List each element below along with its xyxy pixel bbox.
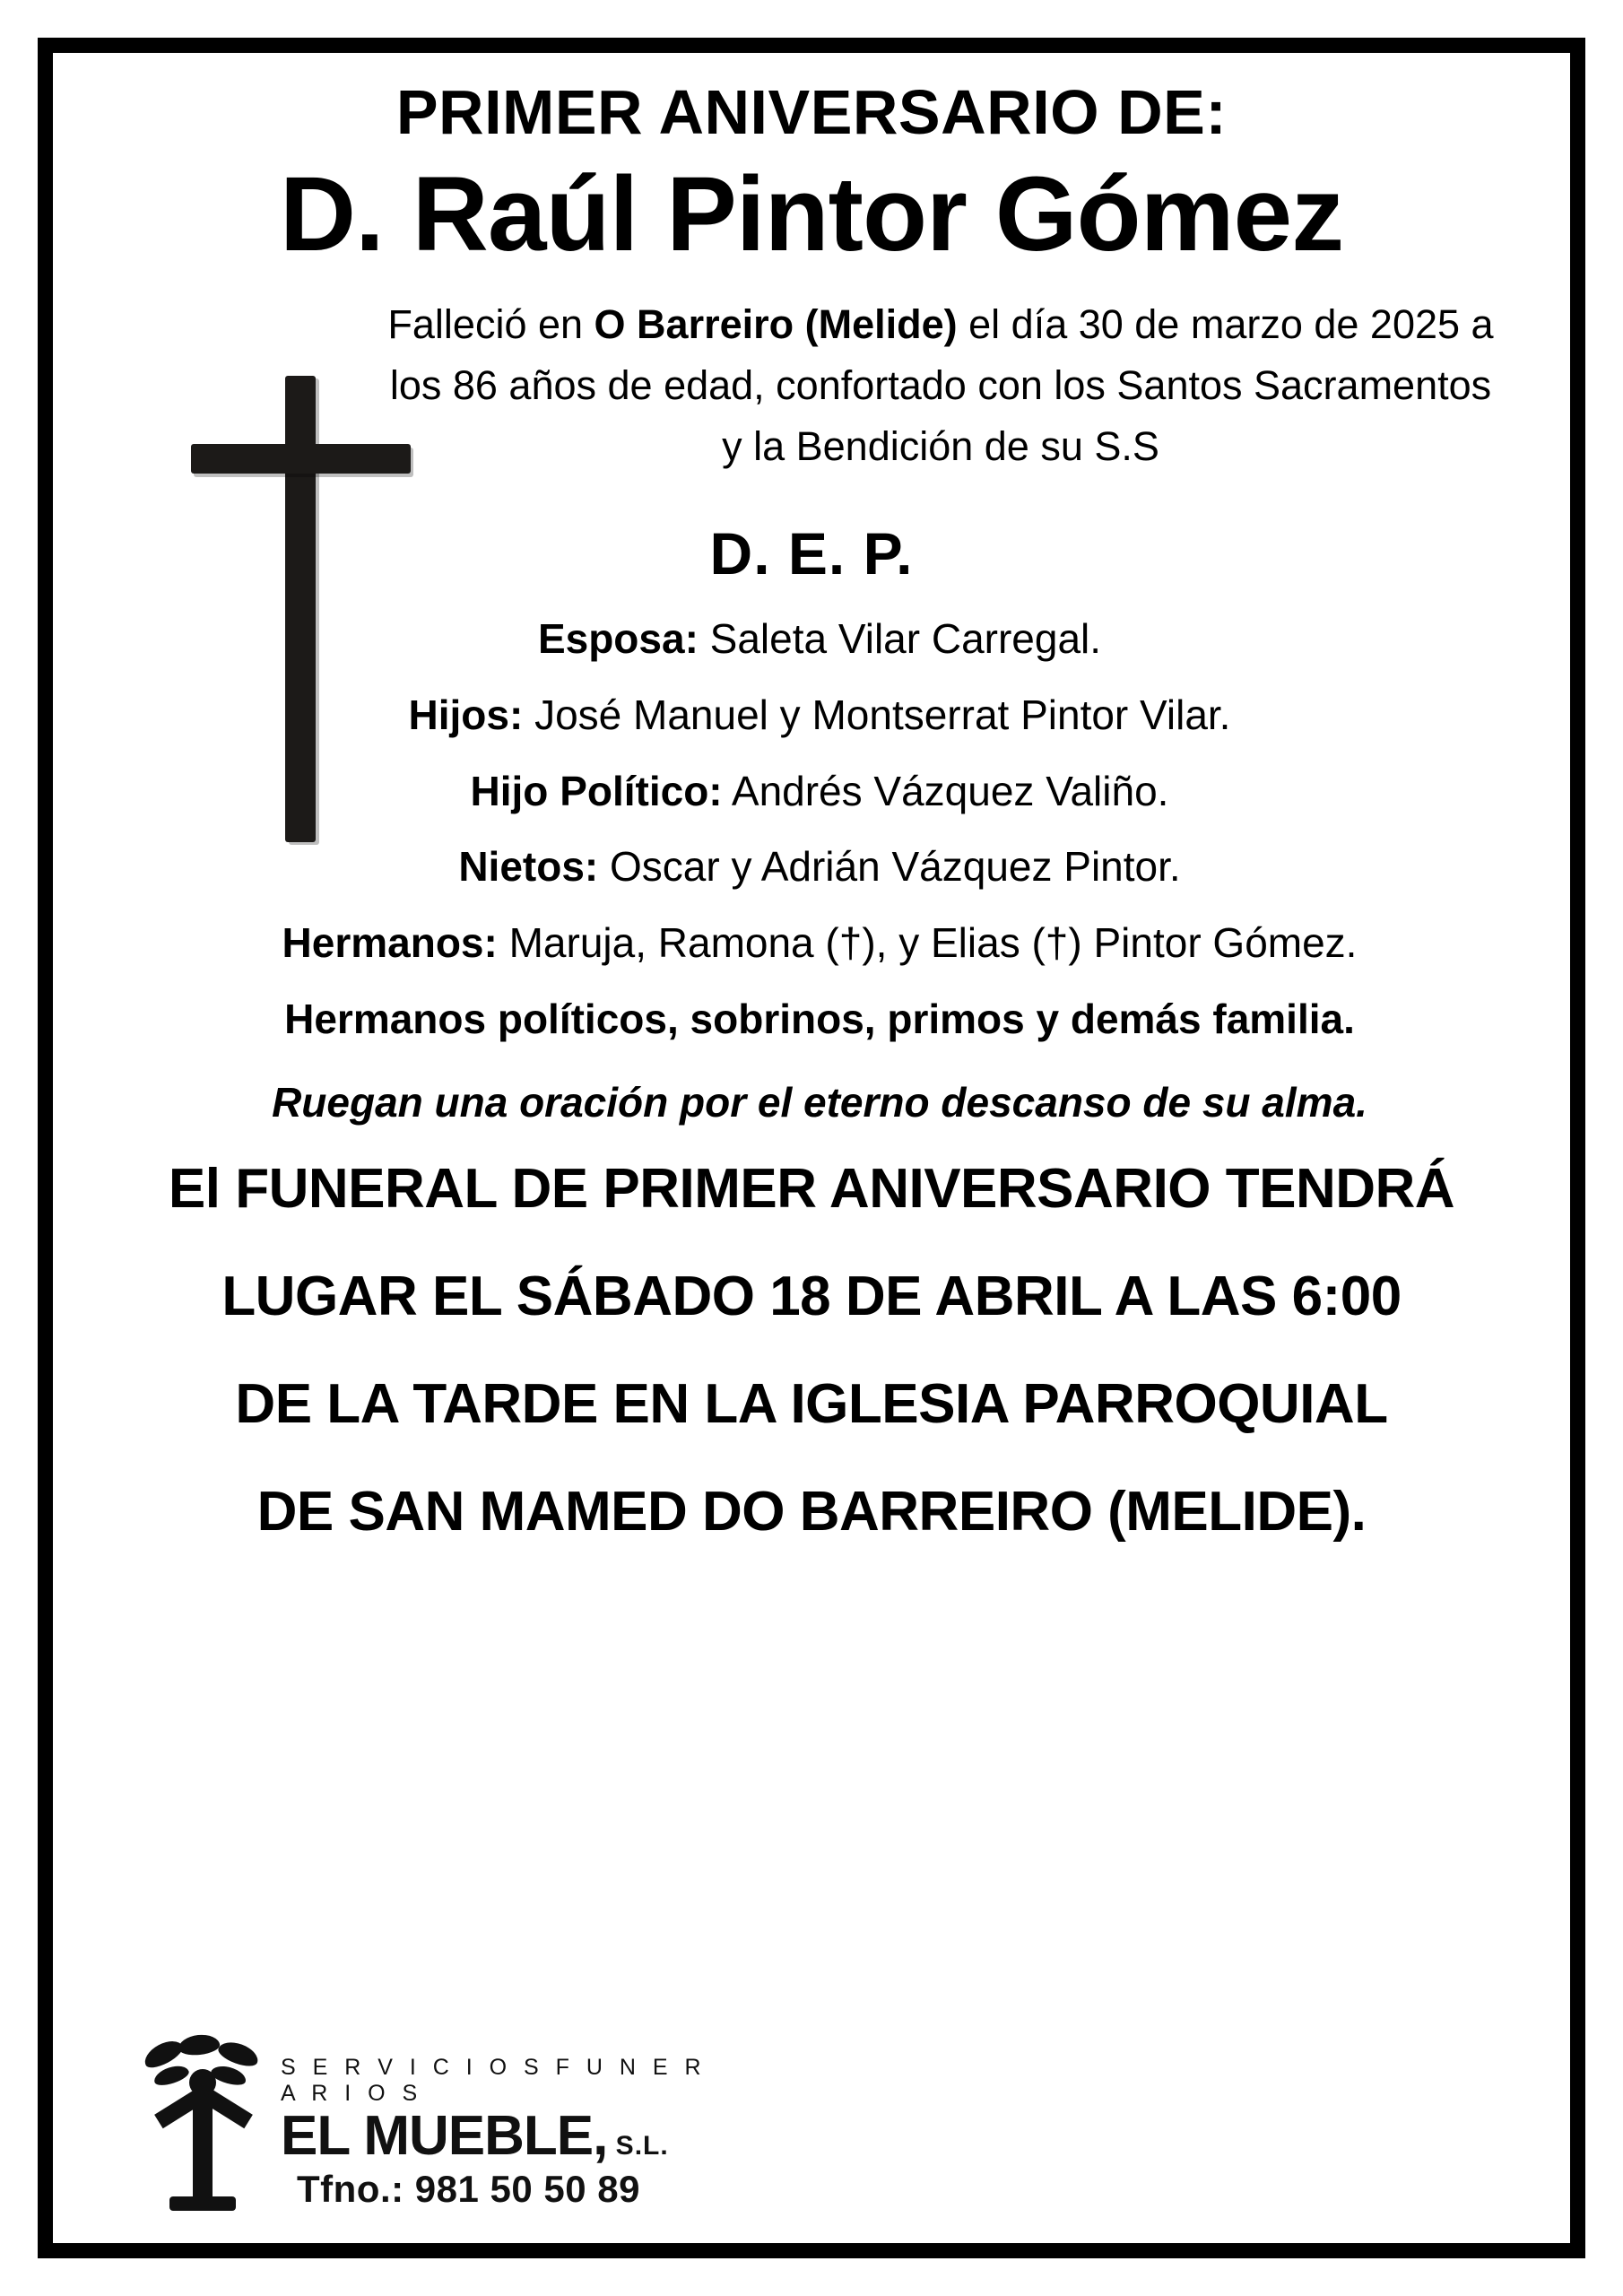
announcement-line: DE LA TARDE EN LA IGLESIA PARROQUIAL (235, 1372, 1388, 1435)
contact-phone: Tfno.: 981 50 50 89 (297, 2168, 641, 2210)
family-value: Oscar y Adrián Vázquez Pintor. (598, 843, 1181, 891)
logo-title-text: EL MUEBLE, (281, 2105, 608, 2167)
family-label: Hijo Político: (470, 767, 723, 814)
logo-trunk (193, 2092, 213, 2207)
logo-title-suffix: S.L. (607, 2131, 669, 2161)
funeral-home-footer (101, 2031, 729, 2238)
tree-person-logo-icon (137, 2037, 272, 2207)
death-place: O Barreiro (Melide) (594, 300, 958, 347)
intro-part-1: Falleció en (387, 300, 595, 347)
dep-text: D. E. P. (709, 519, 914, 587)
family-value: Maruja, Ramona (†), y Elias (†) Pintor Gómez. (497, 919, 1358, 967)
funeral-announcement (85, 1157, 1538, 1543)
leaf-icon (178, 2033, 221, 2057)
logo-subtitle: S E R V I C I O S F U N E R A R I O S (281, 2055, 707, 2106)
announcement-line: El FUNERAL DE PRIMER ANIVERSARIO TENDRÁ (168, 1157, 1455, 1220)
anniversary-headline: PRIMER ANIVERSARIO DE: (395, 77, 1228, 147)
announcement-line: DE SAN MAMED DO BARREIRO (MELIDE). (256, 1480, 1367, 1543)
intro-part-2: el día 30 de marzo de 2025 a los 86 años de edad, confortado con los Santos Sacramentos y la Bendición de su S.S (389, 300, 1494, 470)
logo-title (281, 2105, 711, 2167)
cross-horizontal-bar (191, 444, 411, 474)
family-label: Esposa: (537, 614, 699, 662)
list-item (139, 840, 1500, 893)
family-label: Hijos: (408, 691, 524, 738)
poster-border-frame (38, 38, 1585, 2258)
family-value: José Manuel y Montserrat Pintor Vilar. (523, 691, 1231, 738)
prayer-request: Ruegan una oración por el eterno descanso de su alma. (272, 1079, 1367, 1126)
family-label: Nietos: (458, 843, 599, 891)
list-item (139, 917, 1500, 970)
announcement-line: LUGAR EL SÁBADO 18 DE ABRIL A LAS 6:00 (221, 1265, 1402, 1327)
death-details (381, 294, 1500, 478)
deceased-name: D. Raúl Pintor Gómez (279, 154, 1344, 274)
family-label: Hermanos: (282, 919, 498, 967)
family-value: Saleta Vilar Carregal. (698, 614, 1102, 662)
family-value: Andrés Vázquez Valiño. (722, 767, 1169, 814)
cross-icon (175, 376, 444, 842)
logo-wordmark (281, 2055, 711, 2167)
other-relatives: Hermanos políticos, sobrinos, primos y demás familia. (284, 996, 1355, 1043)
poster-content (85, 77, 1538, 2250)
